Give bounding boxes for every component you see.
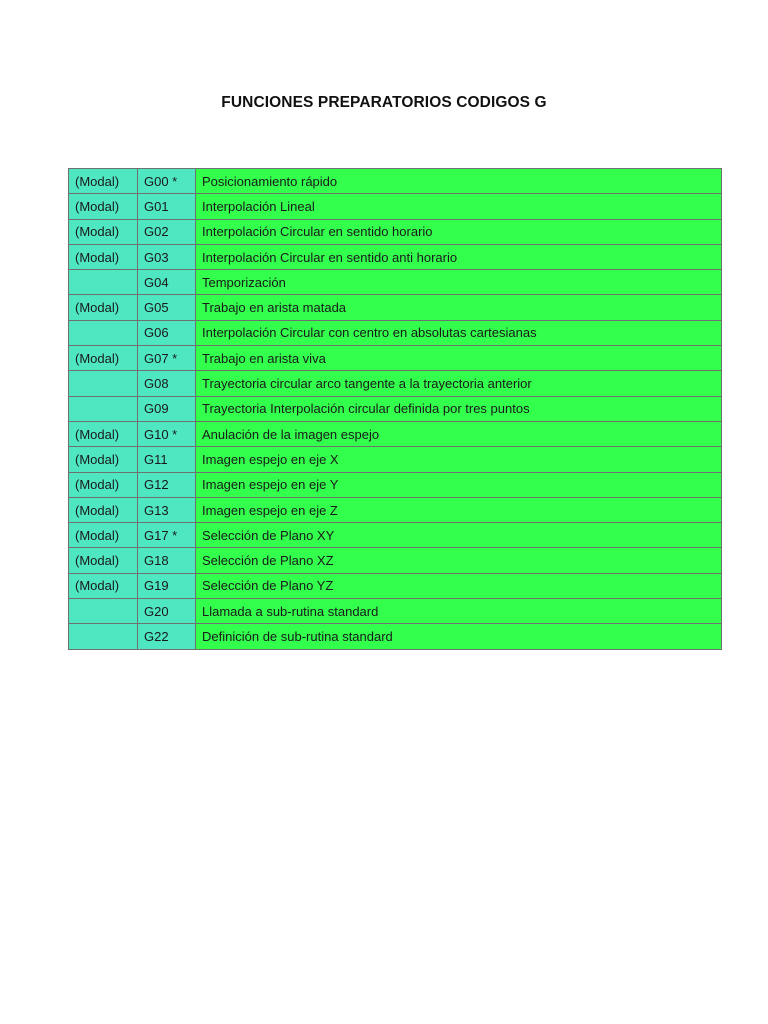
description-cell: Interpolación Circular en sentido anti horario <box>196 244 722 269</box>
modal-cell <box>69 599 138 624</box>
table-row <box>69 472 722 497</box>
table-row <box>69 194 722 219</box>
g-code-cell: G05 <box>138 295 196 320</box>
g-code-cell: G01 <box>138 194 196 219</box>
table-row <box>69 169 722 194</box>
modal-cell <box>69 371 138 396</box>
g-code-cell: G08 <box>138 371 196 396</box>
table-row <box>69 396 722 421</box>
table-row <box>69 497 722 522</box>
modal-cell <box>69 624 138 649</box>
table-row <box>69 599 722 624</box>
description-cell: Trayectoria circular arco tangente a la trayectoria anterior <box>196 371 722 396</box>
table-row <box>69 346 722 371</box>
g-code-cell: G13 <box>138 497 196 522</box>
modal-cell: (Modal) <box>69 472 138 497</box>
modal-cell: (Modal) <box>69 244 138 269</box>
g-code-cell: G06 <box>138 320 196 345</box>
modal-cell <box>69 320 138 345</box>
modal-cell: (Modal) <box>69 346 138 371</box>
g-code-cell: G11 <box>138 447 196 472</box>
description-cell: Temporización <box>196 270 722 295</box>
description-cell: Imagen espejo en eje X <box>196 447 722 472</box>
modal-cell: (Modal) <box>69 295 138 320</box>
modal-cell: (Modal) <box>69 194 138 219</box>
description-cell: Selección de Plano XY <box>196 523 722 548</box>
description-cell: Interpolación Lineal <box>196 194 722 219</box>
description-cell: Anulación de la imagen espejo <box>196 421 722 446</box>
table-row <box>69 320 722 345</box>
description-cell: Interpolación Circular con centro en absolutas cartesianas <box>196 320 722 345</box>
description-cell: Posicionamiento rápido <box>196 169 722 194</box>
g-code-cell: G19 <box>138 573 196 598</box>
description-cell: Definición de sub-rutina standard <box>196 624 722 649</box>
g-code-cell: G18 <box>138 548 196 573</box>
g-codes-table-body <box>69 169 722 650</box>
g-code-cell: G17 * <box>138 523 196 548</box>
modal-cell: (Modal) <box>69 523 138 548</box>
modal-cell <box>69 270 138 295</box>
g-code-cell: G22 <box>138 624 196 649</box>
g-code-cell: G07 * <box>138 346 196 371</box>
modal-cell: (Modal) <box>69 169 138 194</box>
document-title: FUNCIONES PREPARATORIOS CODIGOS G <box>221 94 547 111</box>
modal-cell: (Modal) <box>69 573 138 598</box>
table-row <box>69 573 722 598</box>
description-cell: Interpolación Circular en sentido horario <box>196 219 722 244</box>
g-code-cell: G12 <box>138 472 196 497</box>
modal-cell: (Modal) <box>69 421 138 446</box>
table-row <box>69 371 722 396</box>
table-row <box>69 244 722 269</box>
description-cell: Selección de Plano YZ <box>196 573 722 598</box>
description-cell: Imagen espejo en eje Y <box>196 472 722 497</box>
description-cell: Trabajo en arista viva <box>196 346 722 371</box>
table-row <box>69 447 722 472</box>
g-code-cell: G10 * <box>138 421 196 446</box>
g-code-cell: G20 <box>138 599 196 624</box>
g-code-cell: G09 <box>138 396 196 421</box>
modal-cell: (Modal) <box>69 447 138 472</box>
table-row <box>69 295 722 320</box>
modal-cell: (Modal) <box>69 497 138 522</box>
description-cell: Selección de Plano XZ <box>196 548 722 573</box>
table-row <box>69 523 722 548</box>
description-cell: Imagen espejo en eje Z <box>196 497 722 522</box>
table-row <box>69 548 722 573</box>
modal-cell: (Modal) <box>69 219 138 244</box>
description-cell: Trayectoria Interpolación circular definida por tres puntos <box>196 396 722 421</box>
description-cell: Trabajo en arista matada <box>196 295 722 320</box>
g-code-cell: G04 <box>138 270 196 295</box>
g-code-cell: G00 * <box>138 169 196 194</box>
table-row <box>69 219 722 244</box>
modal-cell: (Modal) <box>69 548 138 573</box>
description-cell: Llamada a sub-rutina standard <box>196 599 722 624</box>
table-row <box>69 270 722 295</box>
table-row <box>69 421 722 446</box>
g-code-cell: G03 <box>138 244 196 269</box>
modal-cell <box>69 396 138 421</box>
table-row <box>69 624 722 649</box>
g-codes-table <box>68 168 722 650</box>
g-code-cell: G02 <box>138 219 196 244</box>
